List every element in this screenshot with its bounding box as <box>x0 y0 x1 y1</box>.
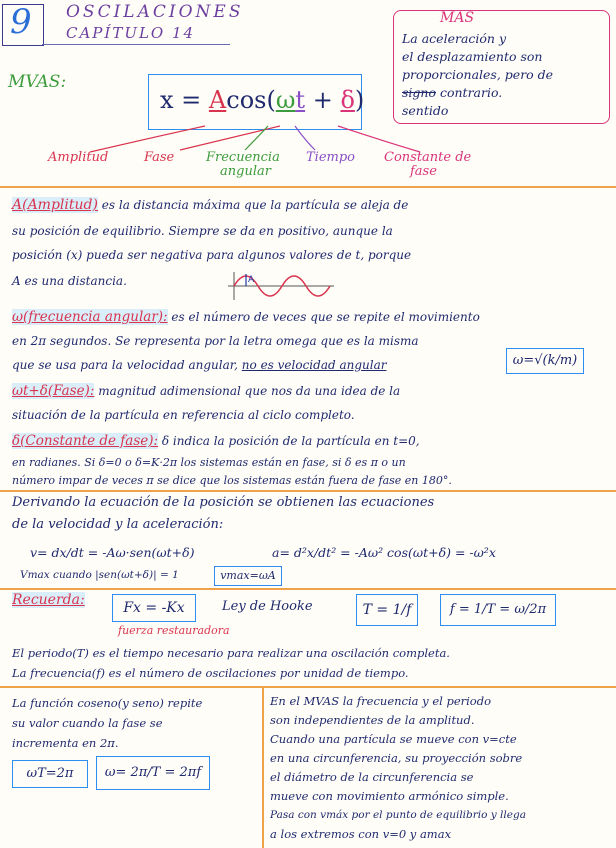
divider-1 <box>0 186 616 188</box>
acceleration-equation: a= d²x/dt² = -Aω² cos(ωt+δ) = -ω²x <box>272 545 496 560</box>
hooke-label: Ley de Hooke <box>222 599 313 614</box>
omega-formula-box: ω=√(k/m) <box>506 348 584 374</box>
divider-2 <box>0 490 616 492</box>
omega-line-3 <box>12 356 387 374</box>
delta-line-3: número impar de veces π se dice que los sistemas están fuera de fase en 180°. <box>12 474 452 487</box>
mvas-note-line-5: el diámetro de la circunferencia se <box>270 770 474 784</box>
omega-period-box: ωT=2π <box>12 760 88 788</box>
phase-line-1 <box>12 382 400 400</box>
vmax-note: Vmax cuando |sen(ωt+δ)| = 1 <box>20 569 179 581</box>
sine-wave-sketch <box>228 270 338 302</box>
amp-line-3: posición (x) pueda ser negativa para algunos valores de t, porque <box>12 248 412 262</box>
omega-line-1 <box>12 308 480 326</box>
mvas-note-line-2: son independientes de la amplitud. <box>270 713 475 727</box>
mvas-note-line-3: Cuando una partícula se mueve con v=cte <box>270 732 517 746</box>
phase-term: ωt+δ(Fase): <box>12 383 95 399</box>
period-formula-box: T = 1/f <box>356 594 418 626</box>
omega-relation-box: ω= 2π/T = 2πf <box>96 756 210 790</box>
eq-x: x = <box>160 86 209 114</box>
amp-line-2: su posición de equilibrio. Siempre se da en positivo, aunque la <box>12 224 393 238</box>
eq-cos: cos( <box>226 86 276 114</box>
omega-not-angular-velocity: no es velocidad angular <box>241 358 387 372</box>
chapter-number: 9 <box>10 2 32 42</box>
frequency-line: La frecuencia(f) es el número de oscilaciones por unidad de tiempo. <box>12 666 409 680</box>
amp-line-1 <box>12 196 408 214</box>
restoring-force-label: fuerza restauradora <box>118 624 230 637</box>
omega-line-3-text: que se usa para la velocidad angular, <box>12 358 238 372</box>
amp-line-4: A es una distancia. <box>12 274 127 288</box>
hooke-formula-box: Fx = -Kx <box>112 594 196 622</box>
phase-line-1-text: magnitud adimensional que nos da una idea de la <box>98 384 401 398</box>
mvas-note-line-1: En el MVAS la frecuencia y el periodo <box>270 694 492 708</box>
remember-label: Recuerda: <box>12 592 85 608</box>
derivation-line-1: Derivando la ecuación de la posición se obtienen las ecuaciones <box>12 495 435 510</box>
eq-delta: δ <box>340 86 355 114</box>
label-phase-const-2: fase <box>410 164 437 179</box>
chapter-title: OSCILACIONES <box>66 2 244 22</box>
mvas-label: MVAS: <box>8 72 67 92</box>
eq-close: ) <box>354 86 365 114</box>
label-time: Tiempo <box>306 150 355 165</box>
delta-line-1 <box>12 432 420 450</box>
mvas-note-line-4: en una circunferencia, su proyección sobre <box>270 751 523 765</box>
mvas-note-line-8: a los extremos con v=0 y amax <box>270 827 452 841</box>
vmax-formula-box: vmax=ωA <box>214 566 282 586</box>
frequency-formula-box: f = 1/T = ω/2π <box>440 594 556 626</box>
cos-repeat-line-3: incrementa en 2π. <box>12 736 119 750</box>
label-phase: Fase <box>144 150 175 165</box>
mas-box-line-2: el desplazamiento son <box>402 49 543 64</box>
cos-repeat-line-1: La función coseno(y seno) repite <box>12 696 203 710</box>
mvas-note-line-7: Pasa con vmáx por el punto de equilibrio y llega <box>270 809 526 821</box>
mas-box-line-4 <box>402 84 502 102</box>
divider-vertical <box>262 686 264 848</box>
mas-box-line-3: proporcionales, pero de <box>402 67 554 82</box>
omega-term: ω(frecuencia angular): <box>12 309 168 325</box>
cos-repeat-line-2: su valor cuando la fase se <box>12 716 163 730</box>
label-amplitude: Amplitud <box>48 150 109 165</box>
omega-line-1-text: es el número de veces que se repite el movimiento <box>171 310 480 324</box>
eq-amplitude: A <box>208 86 227 114</box>
label-phase-const-1: Constante de <box>384 150 472 165</box>
phase-line-2: situación de la partícula en referencia al ciclo completo. <box>12 408 355 422</box>
eq-omega: ω <box>275 86 296 114</box>
delta-line-2: en radianes. Si δ=0 o δ=K·2π los sistemas están en fase, si δ es π o un <box>12 456 406 469</box>
eq-plus: + <box>305 86 341 114</box>
mas-box-title: MAS <box>440 10 475 26</box>
svg-text:A: A <box>248 275 255 285</box>
omega-line-2: en 2π segundos. Se representa por la letra omega que es la misma <box>12 334 419 348</box>
eq-time: t <box>295 86 306 114</box>
amp-line-1-text: es la distancia máxima que la partícula se aleja de <box>101 198 409 212</box>
label-angular-freq-2: angular <box>220 164 271 179</box>
mas-box-line-5: sentido <box>402 103 449 118</box>
derivation-line-2: de la velocidad y la aceleración: <box>12 517 224 532</box>
label-angular-freq-1: Frecuencia <box>206 150 280 165</box>
velocity-equation: v= dx/dt = -Aω·sen(ωt+δ) <box>30 545 195 560</box>
chapter-title-underline <box>42 44 230 45</box>
mas-box-line-4-rest: contrario. <box>436 85 503 100</box>
divider-3 <box>0 588 616 590</box>
mvas-note-line-6: mueve con movimiento armónico simple. <box>270 789 509 803</box>
delta-term: δ(Constante de fase): <box>12 433 159 449</box>
mas-box-struck-word: signo <box>402 85 436 100</box>
delta-line-1-text: δ indica la posición de la partícula en t=0, <box>161 434 420 448</box>
mas-box-line-1: La aceleración y <box>402 31 507 46</box>
chapter-subtitle: CAPÍTULO 14 <box>66 24 196 42</box>
divider-4 <box>0 686 616 688</box>
amp-term: A(Amplitud) <box>12 197 98 213</box>
period-line: El periodo(T) es el tiempo necesario para realizar una oscilación completa. <box>12 646 450 660</box>
